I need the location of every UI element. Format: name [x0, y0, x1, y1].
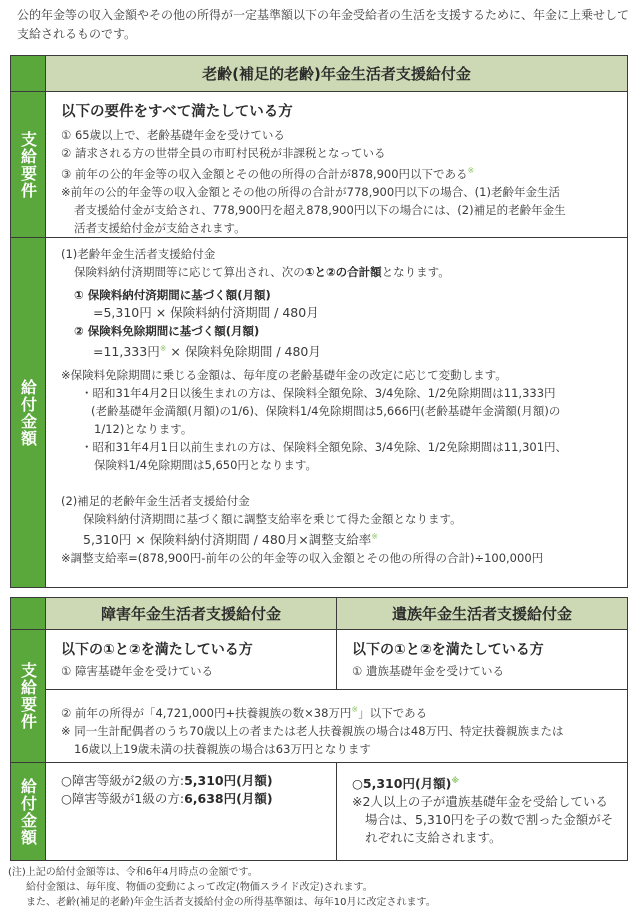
note-mark: ※: [467, 166, 475, 175]
survivor-note-line-2: 場合は、5,310円を子の数で割った金額がそ: [365, 812, 614, 828]
requirement-item-2: ② 請求される方の世帯全員の市町村民税が非課税となっている: [61, 146, 386, 160]
requirement-note-line-1: ※前年の公的年金等の収入金額とその他の所得の合計が778,900円以下の場合、(1)老齢年金生活: [61, 184, 560, 199]
part2-title: (2)補足的老齢年金生活者支援給付金: [61, 494, 250, 509]
part2-formula: 5,310円 × 保険料納付済期間 / 480月×調整支給率※: [83, 532, 378, 548]
survivor-req-heading: 以下の①と②を満たしている方: [352, 642, 544, 658]
survivor-note-line-3: れぞれに支給されます。: [365, 830, 502, 846]
table2-amount-row: [11, 762, 627, 860]
intro-text: [17, 6, 629, 44]
table1-requirements-cell: [46, 92, 627, 237]
formula1-label: ① 保険料納付済期間に基づく額(月額): [74, 288, 271, 302]
survivor-amount-value: ○5,310円(月額)※: [352, 776, 460, 792]
disability-req-item: ① 障害基礎年金を受けている: [61, 664, 213, 678]
disability-grade1-amount: ○障害等級が1級の方:6,638円(月額): [61, 791, 273, 806]
part1-title: (1)老齢年金生活者支援給付金: [61, 247, 216, 261]
amount-side-label: 給付金額: [11, 763, 46, 860]
formula2-label: ② 保険料免除期間に基づく額(月額): [74, 324, 260, 338]
part2-note: ※調整支給率=(878,900円-前年の公的年金等の収入金額とその他の所得の合計)÷100,000円: [61, 551, 544, 566]
intro-line-2: 支給されるものです。: [17, 27, 137, 41]
table1-header-side: [11, 56, 46, 91]
intro-line-1: 公的年金等の収入金額やその他の所得が一定基準額以下の年金受給者の生活を支援するために、年金に上乗せして: [17, 8, 630, 22]
table1-title: 老齢(補足的老齢)年金生活者支援給付金: [46, 56, 627, 91]
bullet1-line-2: (老齢基礎年金満額(月額)の1/6)、保険料1/4免除期間は5,666円(老齢基礎年金満額(月額)の: [91, 404, 561, 419]
table1-requirements-row: [11, 91, 627, 237]
footnote-line-1: (注)上記の給付金額等は、令和6年4月時点の金額です。: [8, 867, 258, 878]
shared-note-line-2: 16歳以上19歳未満の扶養親族の場合は63万円となります: [74, 741, 371, 756]
footnote-line-3: また、老齢(補足的老齢)年金生活者支援給付金の所得基準額は、毎年10月に改定されます。: [26, 897, 436, 908]
bullet2-line-1: ・昭和31年4月1日以前生まれの方は、保険料全額免除、3/4免除、1/2免除期間は11,301円、: [81, 440, 568, 455]
column-header-disability: 障害年金生活者支援給付金: [46, 598, 337, 629]
disability-amount: [46, 763, 337, 860]
disability-grade2-amount: ○障害等級が2級の方:5,310円(月額): [61, 773, 273, 788]
survivor-note-line-1: ※2人以上の子が遺族基礎年金を受給している: [352, 794, 608, 810]
survivor-req-item: ① 遺族基礎年金を受けている: [352, 664, 504, 678]
old-age-benefit-table: [10, 55, 628, 588]
formula2: =11,333円※ × 保険料免除期間 / 480月: [93, 344, 321, 360]
table2-header-side: [11, 598, 46, 629]
formula1: =5,310円 × 保険料納付済期間 / 480月: [93, 305, 319, 320]
shared-requirement: [46, 690, 627, 758]
bullet2-line-2: 保険料1/4免除期間は5,650円となります。: [94, 458, 318, 473]
footnote: [8, 865, 436, 910]
shared-note-line-1: ※ 同一生計配偶者のうち70歳以上の者または老人扶養親族の場合は48万円、特定扶養親族または: [61, 723, 564, 738]
requirement-item-1: ① 65歳以上で、老齢基礎年金を受けている: [61, 128, 285, 142]
column-header-survivor: 遺族年金生活者支援給付金: [337, 598, 627, 629]
disability-requirements: [46, 630, 337, 689]
table1-amount-row: [11, 237, 627, 587]
exemption-note-heading: ※保険料免除期間に乗じる金額は、毎年度の老齢基礎年金の改定に応じて変動します。: [61, 368, 507, 383]
disability-req-heading: 以下の①と②を満たしている方: [61, 642, 253, 658]
footnote-line-2: 給付金額は、毎年度、物価の変動によって改定(物価スライド改定)されます。: [26, 882, 373, 893]
requirement-note-line-2: 者支援給付金が支給され、778,900円を超え878,900円以下の場合には、(2)補足的老齢年金生: [74, 202, 566, 217]
requirements-side-label: 支給要件: [11, 630, 46, 762]
requirement-item-3: ③ 前年の公的年金等の収入金額とその他の所得の合計が878,900円以下である※: [61, 166, 475, 181]
bullet1-line-3: 1/12)となります。: [94, 422, 193, 437]
table1-header-row: [11, 56, 627, 91]
part2-description: 保険料納付済期間に基づく額に調整支給率を乗じて得た金額となります。: [83, 512, 462, 527]
disability-survivor-benefit-table: [10, 597, 628, 861]
table2-requirements-row: [11, 629, 627, 762]
requirements-side-label: 支給要件: [11, 92, 46, 237]
survivor-amount: [337, 763, 627, 860]
shared-req-item: ② 前年の所得が「4,721,000円+扶養親族の数×38万円※」以下である: [61, 705, 428, 720]
table2-header-row: [11, 598, 627, 629]
amount-side-label: 給付金額: [11, 238, 46, 587]
bullet1-line-1: ・昭和31年4月2日以後生まれの方は、保険料全額免除、3/4免除、1/2免除期間は11,333円: [81, 386, 556, 401]
table1-amount-cell: [46, 238, 627, 587]
requirements-heading: 以下の要件をすべて満たしている方: [61, 104, 293, 120]
survivor-requirements: [337, 630, 627, 689]
part1-description: 保険料納付済期間等に応じて算出され、次の①と②の合計額となります。: [74, 265, 450, 279]
requirement-note-line-3: 活者支援給付金が支給されます。: [74, 220, 246, 235]
